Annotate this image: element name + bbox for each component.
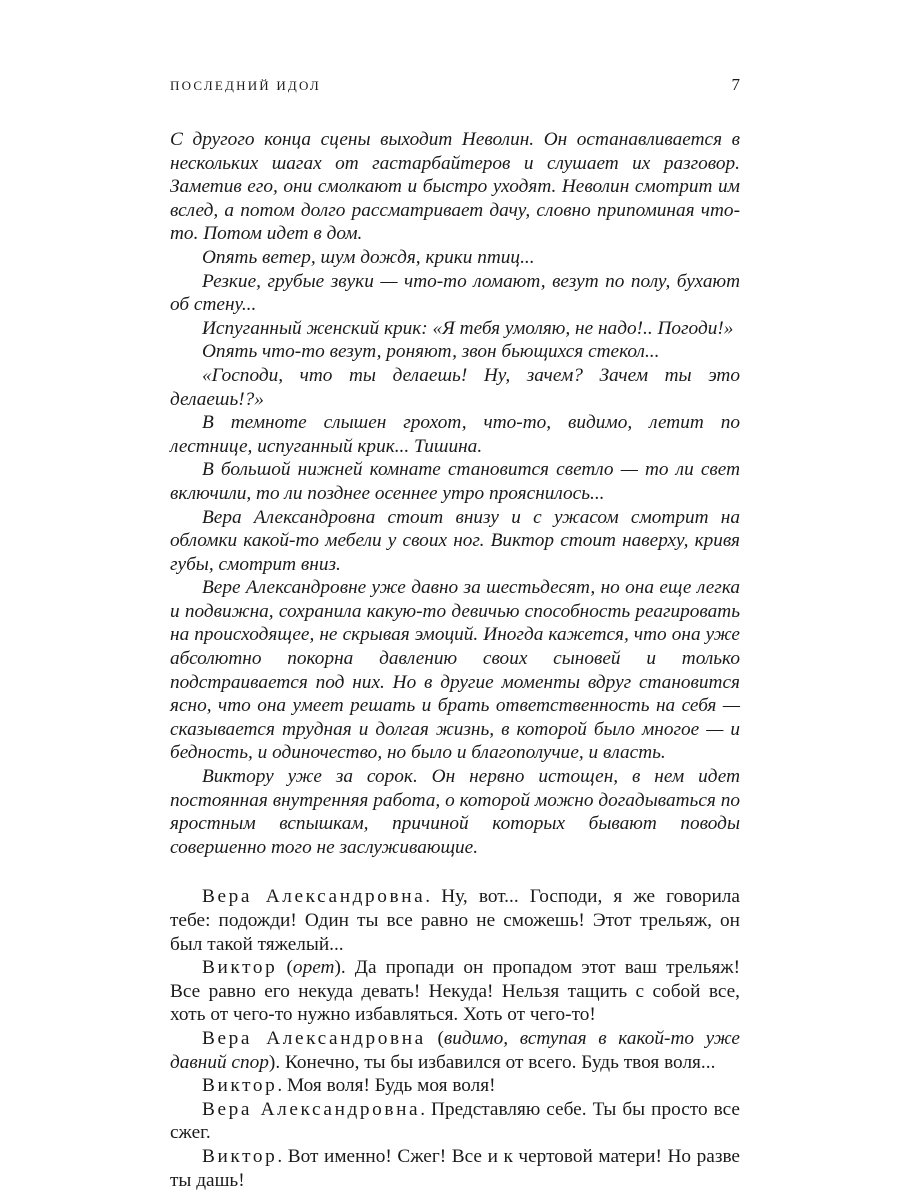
line-text: . Представляю себе. Ты бы просто все сжег. xyxy=(170,1098,740,1144)
line-text: ). Да пропади он пропадом этот ваш трельяж! Все равно его некуда девать! Некуда! Нельзя тащить с собой все, хоть от чего-то нужно избавляться. Хоть от чего-то! xyxy=(170,957,741,1026)
dialogue-line: Вера Александровна (видимо, вступая в какой-то уже давний спор). Конечно, ты бы избавился от всего. Будь твоя воля... xyxy=(170,1027,740,1073)
running-title: ПОСЛЕДНИЙ ИДОЛ xyxy=(170,78,321,93)
stage-direction: С другого конца сцены выходит Неволин. Он останавливается в нескольких шагах от гастарбайтеров и слушает их разговор. Заметив его, они смолкают и быстро уходят. Неволин смотрит им вслед, а потом долго рассматривает дачу, словно припоминая что-то. Потом идет в дом. xyxy=(170,129,740,245)
stage-direction: Вера Александровна стоит внизу и с ужасом смотрит на обломки какой-то мебели у своих ног. Виктор стоит наверху, кривя губы, смотрит вниз. xyxy=(170,506,740,575)
dialogue-line: Виктор (орет). Да пропади он пропадом этот ваш трельяж! Все равно его некуда девать! Некуда! Нельзя тащить с собой все, хоть от чего-то нужно избавляться. Хоть от чего-то! xyxy=(170,957,741,1026)
stage-remark: видимо, вступая в какой-то уже давний спор xyxy=(170,1027,740,1073)
speaker-name: Вера Александровна xyxy=(202,886,426,908)
speaker-name: Виктор xyxy=(202,957,278,979)
line-text: . Вот именно! Сжег! Все и к чертовой матери! Но разве ты дашь! xyxy=(170,1145,740,1191)
line-text: ). Конечно, ты бы избавился от всего. Будь твоя воля... xyxy=(268,1051,716,1073)
stage-directions xyxy=(170,128,740,859)
stage-direction: В большой нижней комнате становится светло — то ли свет включили, то ли позднее осеннее утро прояснилось... xyxy=(170,459,740,504)
stage-direction: Виктору уже за сорок. Он нервно истощен, в нем идет постоянная внутренняя работа, о которой можно догадываться по яростным вспышкам, причиной которых бывают поводы совершенно того не заслуживающие. xyxy=(170,766,740,858)
stage-direction: Испуганный женский крик: «Я тебя умоляю, не надо!.. Погоди!» xyxy=(202,317,734,339)
stage-direction: Опять что-то везут, роняют, звон бьющихся стекол... xyxy=(202,341,660,363)
speaker-name: Виктор xyxy=(202,1075,278,1097)
stage-direction: Резкие, грубые звуки — что-то ломают, везут по полу, бухают об стену... xyxy=(170,270,740,316)
dialogue xyxy=(170,885,740,1192)
dialogue-line xyxy=(170,1145,740,1192)
stage-direction: В темноте слышен грохот, что-то, видимо, летит по лестнице, испуганный крик... Тишина. xyxy=(170,412,740,457)
stage-direction: «Господи, что ты делаешь! Ну, зачем? Зачем ты это делаешь!?» xyxy=(170,364,740,410)
running-header xyxy=(170,75,740,100)
dialogue-line xyxy=(170,885,740,956)
dialogue-line xyxy=(170,1074,740,1098)
line-text: . Моя воля! Будь моя воля! xyxy=(277,1075,496,1097)
speaker-name: Вера Александровна xyxy=(202,1098,421,1120)
stage-direction: Вере Александровне уже давно за шестьдесят, но она еще легка и подвижна, сохранила какую-то девичью способность реагировать на происходящее, не скрывая эмоций. Иногда кажется, что она уже абсолютно покорна давлению своих сыновей и только подстраивается под них. Но в другие моменты вдруг становится ясно, что она умеет решать и брать ответственность на себя — сказывается трудная и долгая жизнь, в которой было многое — и бедность, и одиночество, но было и благополучие, и власть. xyxy=(170,577,740,764)
stage-direction: Опять ветер, шум дождя, крики птиц... xyxy=(202,246,535,268)
speaker-name: Виктор xyxy=(202,1145,278,1167)
dialogue-line xyxy=(170,1098,740,1145)
line-text: . Ну, вот... Господи, я же говорила тебе: подожди! Один ты все равно не сможешь! Этот трельяж, он был такой тяжелый... xyxy=(170,886,740,955)
page-text xyxy=(170,128,740,1192)
stage-remark: орет xyxy=(292,957,335,979)
page-number: 7 xyxy=(731,75,740,94)
speaker-name: Вера Александровна xyxy=(202,1027,426,1049)
